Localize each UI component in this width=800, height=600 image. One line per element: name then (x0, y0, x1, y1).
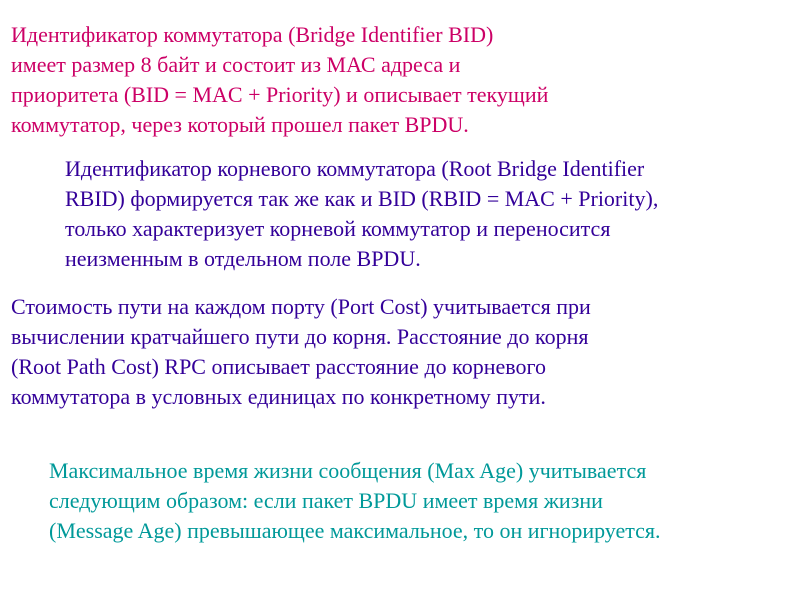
text-line: (Root Path Cost) RPC описывает расстояние до корневого (11, 354, 546, 379)
text-line: имеет размер 8 байт и состоит из МАС адреса и (11, 52, 461, 77)
paragraph-max-age (49, 456, 661, 546)
text-line: только характеризует корневой коммутатор и переносится (65, 216, 611, 241)
text-line: Идентификатор коммутатора (Bridge Identifier BID) (11, 22, 494, 47)
paragraph-bridge-identifier (11, 20, 548, 140)
text-line: Стоимость пути на каждом порту (Port Cost) учитывается при (11, 294, 591, 319)
text-line: следующим образом: если пакет BPDU имеет время жизни (49, 488, 603, 513)
text-line: неизменным в отдельном поле BPDU. (65, 246, 421, 271)
text-line: Идентификатор корневого коммутатора (Root Bridge Identifier (65, 156, 645, 181)
text-line: RBID) формируется так же как и BID (RBID = MAC + Priority), (65, 186, 659, 211)
text-line: Максимальное время жизни сообщения (Max Age) учитывается (49, 458, 647, 483)
text-line: коммутатора в условных единицах по конкретному пути. (11, 384, 546, 409)
text-line: коммутатор, через который прошел пакет BPDU. (11, 112, 469, 137)
text-line: (Message Age) превышающее максимальное, то он игнорируется. (49, 518, 661, 543)
text-line: вычислении кратчайшего пути до корня. Расстояние до корня (11, 324, 589, 349)
paragraph-port-cost (11, 292, 591, 412)
paragraph-root-bridge-identifier (65, 154, 658, 274)
text-line: приоритета (BID = MAC + Priority) и описывает текущий (11, 82, 549, 107)
